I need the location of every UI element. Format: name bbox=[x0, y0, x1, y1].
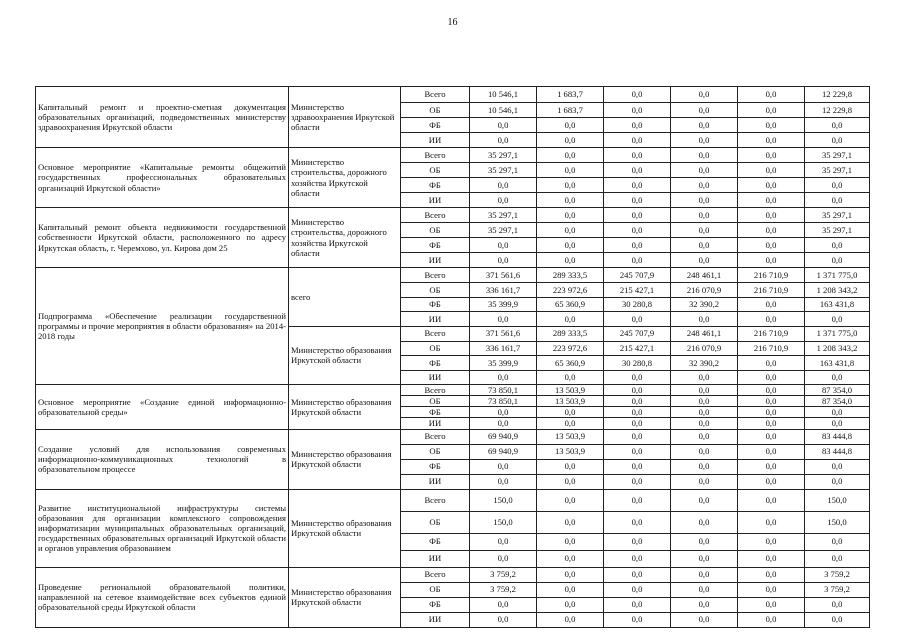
amount-cell: 0,0 bbox=[470, 474, 537, 489]
responsible-executor: всего bbox=[289, 268, 401, 327]
amount-cell: 0,0 bbox=[671, 133, 738, 148]
amount-cell: 0,0 bbox=[470, 459, 537, 474]
amount-cell: 0,0 bbox=[671, 582, 738, 597]
amount-cell: 0,0 bbox=[671, 370, 738, 385]
funding-source: ФБ bbox=[401, 178, 470, 193]
amount-cell: 0,0 bbox=[738, 312, 805, 327]
funding-source: Всего bbox=[401, 489, 470, 511]
amount-cell: 69 940,9 bbox=[470, 429, 537, 444]
amount-cell: 10 546,1 bbox=[470, 87, 537, 103]
amount-cell: 0,0 bbox=[470, 550, 537, 567]
amount-cell: 0,0 bbox=[470, 178, 537, 193]
amount-cell: 216 710,9 bbox=[738, 268, 805, 283]
amount-cell: 0,0 bbox=[604, 582, 671, 597]
amount-cell: 0,0 bbox=[470, 253, 537, 268]
amount-cell: 0,0 bbox=[738, 511, 805, 533]
amount-cell: 12 229,8 bbox=[805, 103, 870, 118]
funding-source: ИИ bbox=[401, 612, 470, 627]
amount-cell: 0,0 bbox=[470, 407, 537, 418]
amount-cell: 65 360,9 bbox=[537, 356, 604, 371]
amount-cell: 0,0 bbox=[738, 87, 805, 103]
amount-cell: 0,0 bbox=[805, 178, 870, 193]
amount-cell: 0,0 bbox=[671, 474, 738, 489]
amount-cell: 32 390,2 bbox=[671, 356, 738, 371]
amount-cell: 0,0 bbox=[537, 459, 604, 474]
amount-cell: 0,0 bbox=[738, 429, 805, 444]
amount-cell: 0,0 bbox=[470, 418, 537, 429]
amount-cell: 0,0 bbox=[805, 118, 870, 133]
amount-cell: 0,0 bbox=[671, 612, 738, 627]
funding-source: ФБ bbox=[401, 459, 470, 474]
amount-cell: 0,0 bbox=[537, 118, 604, 133]
funding-source: Всего bbox=[401, 268, 470, 283]
amount-cell: 0,0 bbox=[738, 178, 805, 193]
amount-cell: 3 759,2 bbox=[805, 567, 870, 582]
amount-cell: 0,0 bbox=[470, 370, 537, 385]
funding-source: ФБ bbox=[401, 533, 470, 550]
funding-source: ИИ bbox=[401, 474, 470, 489]
amount-cell: 0,0 bbox=[805, 407, 870, 418]
funding-source: ФБ bbox=[401, 118, 470, 133]
amount-cell: 69 940,9 bbox=[470, 444, 537, 459]
amount-cell: 0,0 bbox=[738, 567, 805, 582]
amount-cell: 150,0 bbox=[470, 489, 537, 511]
amount-cell: 87 354,0 bbox=[805, 396, 870, 407]
amount-cell: 215 427,1 bbox=[604, 283, 671, 298]
amount-cell: 245 707,9 bbox=[604, 326, 671, 341]
table-row bbox=[36, 208, 870, 223]
amount-cell: 0,0 bbox=[738, 444, 805, 459]
funding-source: Всего bbox=[401, 567, 470, 582]
amount-cell: 0,0 bbox=[805, 238, 870, 253]
amount-cell: 0,0 bbox=[537, 163, 604, 178]
amount-cell: 0,0 bbox=[738, 459, 805, 474]
amount-cell: 0,0 bbox=[738, 356, 805, 371]
amount-cell: 0,0 bbox=[604, 208, 671, 223]
amount-cell: 0,0 bbox=[805, 533, 870, 550]
amount-cell: 3 759,2 bbox=[470, 567, 537, 582]
amount-cell: 0,0 bbox=[738, 193, 805, 208]
amount-cell: 0,0 bbox=[470, 133, 537, 148]
amount-cell: 0,0 bbox=[604, 429, 671, 444]
amount-cell: 0,0 bbox=[738, 238, 805, 253]
amount-cell: 0,0 bbox=[537, 418, 604, 429]
amount-cell: 0,0 bbox=[470, 612, 537, 627]
amount-cell: 215 427,1 bbox=[604, 341, 671, 356]
funding-source: ИИ bbox=[401, 370, 470, 385]
amount-cell: 35 297,1 bbox=[470, 148, 537, 163]
amount-cell: 0,0 bbox=[470, 238, 537, 253]
amount-cell: 35 297,1 bbox=[470, 223, 537, 238]
table-row bbox=[36, 489, 870, 511]
responsible-executor: Министерство строительства, дорожного хозяйства Иркутской области bbox=[289, 148, 401, 208]
amount-cell: 0,0 bbox=[671, 418, 738, 429]
amount-cell: 0,0 bbox=[671, 312, 738, 327]
amount-cell: 0,0 bbox=[604, 370, 671, 385]
amount-cell: 0,0 bbox=[537, 474, 604, 489]
amount-cell: 0,0 bbox=[537, 489, 604, 511]
funding-source: ИИ bbox=[401, 312, 470, 327]
amount-cell: 3 759,2 bbox=[470, 582, 537, 597]
amount-cell: 216 070,9 bbox=[671, 283, 738, 298]
amount-cell: 32 390,2 bbox=[671, 297, 738, 312]
funding-source: ИИ bbox=[401, 133, 470, 148]
amount-cell: 35 297,1 bbox=[805, 148, 870, 163]
funding-source: ФБ bbox=[401, 407, 470, 418]
funding-source: ОБ bbox=[401, 103, 470, 118]
amount-cell: 216 710,9 bbox=[738, 283, 805, 298]
measure-description: Развитие институциональной инфраструктуры системы образования для организации комплексного сопровождения информатизации муниципальных образовательных организаций, государственных образовательных организаций Иркутской области и органов управления образованием bbox=[36, 489, 289, 567]
amount-cell: 0,0 bbox=[537, 253, 604, 268]
amount-cell: 13 503,9 bbox=[537, 429, 604, 444]
amount-cell: 0,0 bbox=[671, 178, 738, 193]
amount-cell: 0,0 bbox=[738, 418, 805, 429]
amount-cell: 0,0 bbox=[604, 533, 671, 550]
amount-cell: 0,0 bbox=[671, 208, 738, 223]
amount-cell: 0,0 bbox=[738, 297, 805, 312]
responsible-executor: Министерство образования Иркутской области bbox=[289, 429, 401, 489]
funding-source: ИИ bbox=[401, 193, 470, 208]
amount-cell: 0,0 bbox=[671, 533, 738, 550]
amount-cell: 0,0 bbox=[604, 459, 671, 474]
amount-cell: 35 399,9 bbox=[470, 356, 537, 371]
table-row bbox=[36, 148, 870, 163]
amount-cell: 0,0 bbox=[604, 163, 671, 178]
amount-cell: 35 297,1 bbox=[805, 208, 870, 223]
funding-source: Всего bbox=[401, 385, 470, 396]
amount-cell: 0,0 bbox=[537, 178, 604, 193]
table-body bbox=[36, 87, 870, 628]
amount-cell: 0,0 bbox=[604, 87, 671, 103]
amount-cell: 0,0 bbox=[805, 253, 870, 268]
measure-description: Капитальный ремонт объекта недвижимости государственной собственности Иркутской области, расположенного по адресу Иркутская область, г. Черемхово, ул. Кирова дом 25 bbox=[36, 208, 289, 268]
amount-cell: 0,0 bbox=[671, 193, 738, 208]
responsible-executor: Министерство образования Иркутской области bbox=[289, 567, 401, 627]
amount-cell: 0,0 bbox=[738, 370, 805, 385]
table-row bbox=[36, 87, 870, 103]
amount-cell: 35 297,1 bbox=[805, 163, 870, 178]
amount-cell: 0,0 bbox=[604, 385, 671, 396]
amount-cell: 0,0 bbox=[470, 312, 537, 327]
amount-cell: 83 444,8 bbox=[805, 444, 870, 459]
amount-cell: 30 280,8 bbox=[604, 356, 671, 371]
amount-cell: 0,0 bbox=[537, 582, 604, 597]
responsible-executor: Министерство образования Иркутской области bbox=[289, 489, 401, 567]
amount-cell: 0,0 bbox=[604, 597, 671, 612]
amount-cell: 0,0 bbox=[671, 550, 738, 567]
amount-cell: 0,0 bbox=[604, 193, 671, 208]
table-row bbox=[36, 268, 870, 283]
amount-cell: 371 561,6 bbox=[470, 326, 537, 341]
amount-cell: 0,0 bbox=[738, 489, 805, 511]
amount-cell: 65 360,9 bbox=[537, 297, 604, 312]
amount-cell: 163 431,8 bbox=[805, 356, 870, 371]
amount-cell: 245 707,9 bbox=[604, 268, 671, 283]
amount-cell: 0,0 bbox=[537, 208, 604, 223]
amount-cell: 0,0 bbox=[805, 459, 870, 474]
amount-cell: 371 561,6 bbox=[470, 268, 537, 283]
page-number: 16 bbox=[447, 17, 458, 28]
measure-description: Подпрограмма «Обеспечение реализации государственной программы и прочие мероприятия в области образования» на 2014-2018 годы bbox=[36, 268, 289, 385]
responsible-executor: Министерство образования Иркутской области bbox=[289, 326, 401, 385]
funding-source: ОБ bbox=[401, 223, 470, 238]
amount-cell: 35 297,1 bbox=[805, 223, 870, 238]
amount-cell: 0,0 bbox=[604, 511, 671, 533]
funding-source: ОБ bbox=[401, 341, 470, 356]
amount-cell: 0,0 bbox=[738, 474, 805, 489]
measure-description: Основное мероприятие «Капитальные ремонты общежитий государственных профессиональных образовательных организаций Иркутской области» bbox=[36, 148, 289, 208]
funding-source: ОБ bbox=[401, 163, 470, 178]
amount-cell: 13 503,9 bbox=[537, 385, 604, 396]
amount-cell: 0,0 bbox=[738, 118, 805, 133]
amount-cell: 0,0 bbox=[604, 567, 671, 582]
amount-cell: 0,0 bbox=[470, 533, 537, 550]
responsible-executor: Министерство строительства, дорожного хозяйства Иркутской области bbox=[289, 208, 401, 268]
amount-cell: 216 710,9 bbox=[738, 341, 805, 356]
measure-description: Основное мероприятие «Создание единой информационно-образовательной среды» bbox=[36, 385, 289, 430]
funding-source: Всего bbox=[401, 326, 470, 341]
amount-cell: 0,0 bbox=[738, 533, 805, 550]
measure-description: Проведение региональной образовательной политики, направленной на сетевое взаимодействие всех субъектов единой образовательной среды Иркутской области bbox=[36, 567, 289, 627]
funding-source: ОБ bbox=[401, 396, 470, 407]
amount-cell: 0,0 bbox=[671, 223, 738, 238]
amount-cell: 1 371 775,0 bbox=[805, 326, 870, 341]
amount-cell: 0,0 bbox=[537, 533, 604, 550]
amount-cell: 73 850,1 bbox=[470, 396, 537, 407]
funding-source: ФБ bbox=[401, 356, 470, 371]
table-row bbox=[36, 429, 870, 444]
amount-cell: 289 333,5 bbox=[537, 268, 604, 283]
amount-cell: 0,0 bbox=[604, 418, 671, 429]
amount-cell: 1 683,7 bbox=[537, 87, 604, 103]
amount-cell: 0,0 bbox=[738, 385, 805, 396]
amount-cell: 0,0 bbox=[671, 489, 738, 511]
amount-cell: 10 546,1 bbox=[470, 103, 537, 118]
amount-cell: 0,0 bbox=[671, 429, 738, 444]
amount-cell: 0,0 bbox=[805, 612, 870, 627]
responsible-executor: Министерство здравоохранения Иркутской области bbox=[289, 87, 401, 148]
measure-description: Капитальный ремонт и проектно-сметная документация образовательных организаций, подведомственных министерству здравоохранения Иркутской области bbox=[36, 87, 289, 148]
funding-source: ОБ bbox=[401, 444, 470, 459]
amount-cell: 0,0 bbox=[537, 312, 604, 327]
funding-source: Всего bbox=[401, 429, 470, 444]
amount-cell: 0,0 bbox=[604, 103, 671, 118]
amount-cell: 0,0 bbox=[604, 118, 671, 133]
amount-cell: 0,0 bbox=[671, 148, 738, 163]
amount-cell: 0,0 bbox=[805, 370, 870, 385]
amount-cell: 0,0 bbox=[671, 597, 738, 612]
amount-cell: 150,0 bbox=[805, 489, 870, 511]
amount-cell: 216 710,9 bbox=[738, 326, 805, 341]
amount-cell: 0,0 bbox=[537, 238, 604, 253]
amount-cell: 0,0 bbox=[671, 567, 738, 582]
amount-cell: 0,0 bbox=[604, 178, 671, 193]
amount-cell: 12 229,8 bbox=[805, 87, 870, 103]
amount-cell: 0,0 bbox=[537, 193, 604, 208]
amount-cell: 73 850,1 bbox=[470, 385, 537, 396]
amount-cell: 0,0 bbox=[604, 550, 671, 567]
amount-cell: 0,0 bbox=[671, 407, 738, 418]
funding-source: ОБ bbox=[401, 511, 470, 533]
amount-cell: 0,0 bbox=[604, 489, 671, 511]
amount-cell: 0,0 bbox=[604, 396, 671, 407]
amount-cell: 163 431,8 bbox=[805, 297, 870, 312]
amount-cell: 0,0 bbox=[805, 550, 870, 567]
amount-cell: 0,0 bbox=[537, 370, 604, 385]
amount-cell: 0,0 bbox=[671, 87, 738, 103]
amount-cell: 83 444,8 bbox=[805, 429, 870, 444]
funding-source: Всего bbox=[401, 87, 470, 103]
amount-cell: 0,0 bbox=[604, 444, 671, 459]
amount-cell: 0,0 bbox=[470, 118, 537, 133]
amount-cell: 336 161,7 bbox=[470, 283, 537, 298]
amount-cell: 0,0 bbox=[470, 193, 537, 208]
amount-cell: 289 333,5 bbox=[537, 326, 604, 341]
amount-cell: 0,0 bbox=[738, 582, 805, 597]
amount-cell: 30 280,8 bbox=[604, 297, 671, 312]
amount-cell: 0,0 bbox=[671, 118, 738, 133]
amount-cell: 0,0 bbox=[805, 312, 870, 327]
amount-cell: 87 354,0 bbox=[805, 385, 870, 396]
amount-cell: 0,0 bbox=[537, 550, 604, 567]
amount-cell: 0,0 bbox=[604, 238, 671, 253]
amount-cell: 0,0 bbox=[805, 597, 870, 612]
amount-cell: 0,0 bbox=[805, 474, 870, 489]
amount-cell: 0,0 bbox=[671, 163, 738, 178]
amount-cell: 0,0 bbox=[671, 396, 738, 407]
funding-source: ИИ bbox=[401, 418, 470, 429]
amount-cell: 0,0 bbox=[738, 597, 805, 612]
amount-cell: 223 972,6 bbox=[537, 283, 604, 298]
amount-cell: 0,0 bbox=[738, 103, 805, 118]
amount-cell: 0,0 bbox=[537, 612, 604, 627]
amount-cell: 0,0 bbox=[671, 385, 738, 396]
amount-cell: 1 683,7 bbox=[537, 103, 604, 118]
amount-cell: 0,0 bbox=[537, 407, 604, 418]
amount-cell: 248 461,1 bbox=[671, 326, 738, 341]
amount-cell: 0,0 bbox=[738, 208, 805, 223]
amount-cell: 0,0 bbox=[604, 612, 671, 627]
amount-cell: 1 208 343,2 bbox=[805, 341, 870, 356]
amount-cell: 3 759,2 bbox=[805, 582, 870, 597]
amount-cell: 0,0 bbox=[604, 312, 671, 327]
amount-cell: 0,0 bbox=[470, 597, 537, 612]
funding-source: ФБ bbox=[401, 238, 470, 253]
amount-cell: 0,0 bbox=[738, 407, 805, 418]
amount-cell: 13 503,9 bbox=[537, 396, 604, 407]
amount-cell: 0,0 bbox=[604, 148, 671, 163]
amount-cell: 0,0 bbox=[671, 103, 738, 118]
amount-cell: 1 371 775,0 bbox=[805, 268, 870, 283]
amount-cell: 0,0 bbox=[537, 148, 604, 163]
funding-source: ФБ bbox=[401, 297, 470, 312]
amount-cell: 0,0 bbox=[604, 407, 671, 418]
amount-cell: 0,0 bbox=[537, 511, 604, 533]
amount-cell: 336 161,7 bbox=[470, 341, 537, 356]
amount-cell: 0,0 bbox=[738, 163, 805, 178]
amount-cell: 35 297,1 bbox=[470, 208, 537, 223]
amount-cell: 0,0 bbox=[537, 597, 604, 612]
amount-cell: 0,0 bbox=[604, 133, 671, 148]
amount-cell: 0,0 bbox=[738, 148, 805, 163]
budget-table bbox=[35, 86, 870, 628]
amount-cell: 0,0 bbox=[805, 418, 870, 429]
amount-cell: 150,0 bbox=[805, 511, 870, 533]
amount-cell: 0,0 bbox=[671, 459, 738, 474]
amount-cell: 13 503,9 bbox=[537, 444, 604, 459]
amount-cell: 0,0 bbox=[738, 550, 805, 567]
amount-cell: 0,0 bbox=[537, 567, 604, 582]
amount-cell: 1 208 343,2 bbox=[805, 283, 870, 298]
amount-cell: 0,0 bbox=[537, 133, 604, 148]
amount-cell: 0,0 bbox=[738, 253, 805, 268]
amount-cell: 0,0 bbox=[805, 133, 870, 148]
amount-cell: 150,0 bbox=[470, 511, 537, 533]
amount-cell: 0,0 bbox=[671, 444, 738, 459]
amount-cell: 0,0 bbox=[738, 396, 805, 407]
table-row bbox=[36, 385, 870, 396]
amount-cell: 216 070,9 bbox=[671, 341, 738, 356]
amount-cell: 0,0 bbox=[671, 238, 738, 253]
amount-cell: 0,0 bbox=[671, 253, 738, 268]
amount-cell: 0,0 bbox=[671, 511, 738, 533]
table-row bbox=[36, 567, 870, 582]
funding-source: ИИ bbox=[401, 253, 470, 268]
funding-source: Всего bbox=[401, 208, 470, 223]
amount-cell: 223 972,6 bbox=[537, 341, 604, 356]
amount-cell: 0,0 bbox=[604, 223, 671, 238]
measure-description: Создание условий для использования современных информационно-коммуникационных технологий в образовательном процессе bbox=[36, 429, 289, 489]
amount-cell: 0,0 bbox=[738, 223, 805, 238]
funding-source: ОБ bbox=[401, 283, 470, 298]
amount-cell: 0,0 bbox=[604, 253, 671, 268]
amount-cell: 0,0 bbox=[738, 133, 805, 148]
amount-cell: 248 461,1 bbox=[671, 268, 738, 283]
amount-cell: 0,0 bbox=[604, 474, 671, 489]
amount-cell: 0,0 bbox=[537, 223, 604, 238]
amount-cell: 0,0 bbox=[738, 612, 805, 627]
funding-source: ИИ bbox=[401, 550, 470, 567]
amount-cell: 0,0 bbox=[805, 193, 870, 208]
funding-source: Всего bbox=[401, 148, 470, 163]
funding-source: ФБ bbox=[401, 597, 470, 612]
amount-cell: 35 297,1 bbox=[470, 163, 537, 178]
amount-cell: 35 399,9 bbox=[470, 297, 537, 312]
funding-source: ОБ bbox=[401, 582, 470, 597]
responsible-executor: Министерство образования Иркутской области bbox=[289, 385, 401, 430]
